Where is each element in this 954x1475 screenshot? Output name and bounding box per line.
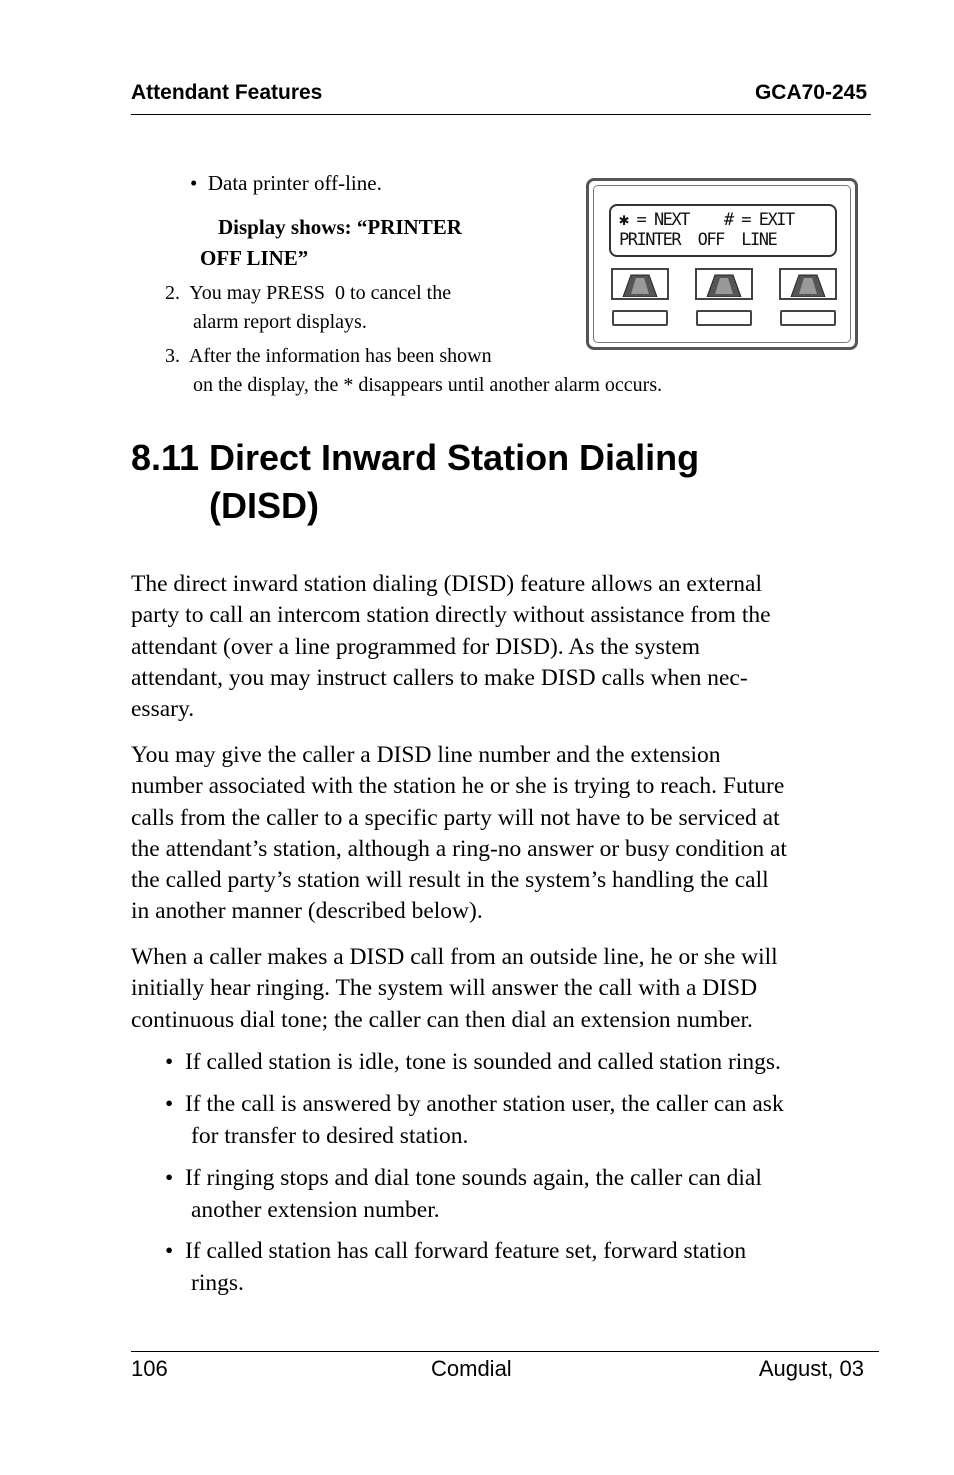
section-title-line2: (DISD) xyxy=(209,485,319,526)
interactive-key-3 xyxy=(779,268,837,300)
list-item-3-line2: on the display, the * disappears until another alarm occurs. xyxy=(193,374,663,396)
footer-date: August, 03 xyxy=(758,1356,864,1381)
paragraph-line: continuous dial tone; the caller can then dial an extension number. xyxy=(131,1006,753,1033)
running-header-title: Attendant Features xyxy=(131,81,323,104)
paragraph-line: attendant (over a line programmed for DISD). As the system xyxy=(131,633,701,660)
paragraph-line: initially hear ringing. The system will answer the call with a DISD xyxy=(131,975,758,1002)
paragraph-line: the called party’s station will result in the system’s handling the call xyxy=(131,867,769,894)
footer-publisher: Comdial xyxy=(431,1356,512,1381)
bullet-text: Data printer off-line. xyxy=(207,171,382,195)
running-header-doc-number: GCA70-245 xyxy=(754,81,867,104)
key-triangle-icon xyxy=(783,272,833,297)
paragraph-line: the attendant’s station, although a ring-no answer or busy condition at xyxy=(131,835,787,862)
interactive-key-2 xyxy=(695,268,753,300)
footer-rule xyxy=(131,1351,879,1352)
bullet-line: If called station has call forward feature set, forward station xyxy=(184,1238,747,1264)
interactive-key-1 xyxy=(611,268,669,300)
bullet-line: for transfer to desired station. xyxy=(191,1122,469,1149)
lcd-screen xyxy=(609,204,837,257)
section-heading xyxy=(131,434,699,530)
display-shows-line2: OFF LINE” xyxy=(200,246,309,270)
bullet-data-printer: • Data printer off-line. xyxy=(190,171,382,195)
lcd-line-1: ✱ = NEXT # = EXIT xyxy=(619,210,794,230)
bullet-line: If the call is answered by another station user, the caller can ask xyxy=(184,1091,784,1117)
list-item-2-line1: 2. You may PRESS 0 to cancel the xyxy=(165,282,452,304)
paragraph-line: essary. xyxy=(131,696,195,723)
bullet-line: rings. xyxy=(191,1269,244,1296)
paragraph-1 xyxy=(131,569,871,725)
list-item-2-line2: alarm report displays. xyxy=(193,311,367,333)
bullet-line: If ringing stops and dial tone sounds again, the caller can dial xyxy=(184,1165,762,1191)
paragraph-line: When a caller makes a DISD call from an outside line, he or she will xyxy=(131,944,778,970)
key-triangle-icon xyxy=(615,272,665,297)
paragraph-line: attendant, you may instruct callers to make DISD calls when nec- xyxy=(131,664,748,691)
paragraph-line: number associated with the station he or she is trying to reach. Future xyxy=(131,773,785,800)
paragraph-2 xyxy=(131,740,871,928)
bullet-item: • If called station is idle, tone is sounded and called station rings. xyxy=(165,1049,781,1075)
paragraph-3 xyxy=(131,942,871,1036)
paragraph-line: in another manner (described below). xyxy=(131,898,483,925)
paragraph-line: The direct inward station dialing (DISD) feature allows an external xyxy=(131,571,763,597)
key-triangle-icon xyxy=(699,272,749,297)
bullet-line: If called station is idle, tone is sounded and called station rings. xyxy=(184,1049,781,1075)
bullet-item: • If called station has call forward feature set, forward station rings. xyxy=(165,1236,875,1300)
bullet-item: • If ringing stops and dial tone sounds again, the caller can dial another extension number. xyxy=(165,1163,875,1227)
paragraph-line: You may give the caller a DISD line number and the extension xyxy=(131,742,721,768)
section-title-line1: Direct Inward Station Dialing xyxy=(209,437,700,478)
paragraph-line: calls from the caller to a specific party will not have to be serviced at xyxy=(131,804,780,831)
page-number: 106 xyxy=(131,1356,168,1381)
phone-display-illustration xyxy=(586,178,858,350)
bullet-item: • If the call is answered by another station user, the caller can ask for transfer to desired station. xyxy=(165,1089,875,1153)
key-label-slot xyxy=(780,310,836,326)
key-label-slot xyxy=(696,310,752,326)
key-label-slot xyxy=(612,310,668,326)
header-rule xyxy=(131,114,871,115)
bullet-line: another extension number. xyxy=(191,1196,440,1223)
display-shows-line1: Display shows: “PRINTER xyxy=(218,215,462,239)
section-number: 8.11 xyxy=(131,437,200,478)
lcd-line-2: PRINTER OFF LINE xyxy=(619,230,777,250)
list-item-3-line1: 3. After the information has been shown xyxy=(165,345,492,367)
paragraph-line: party to call an intercom station directly without assistance from the xyxy=(131,602,771,629)
